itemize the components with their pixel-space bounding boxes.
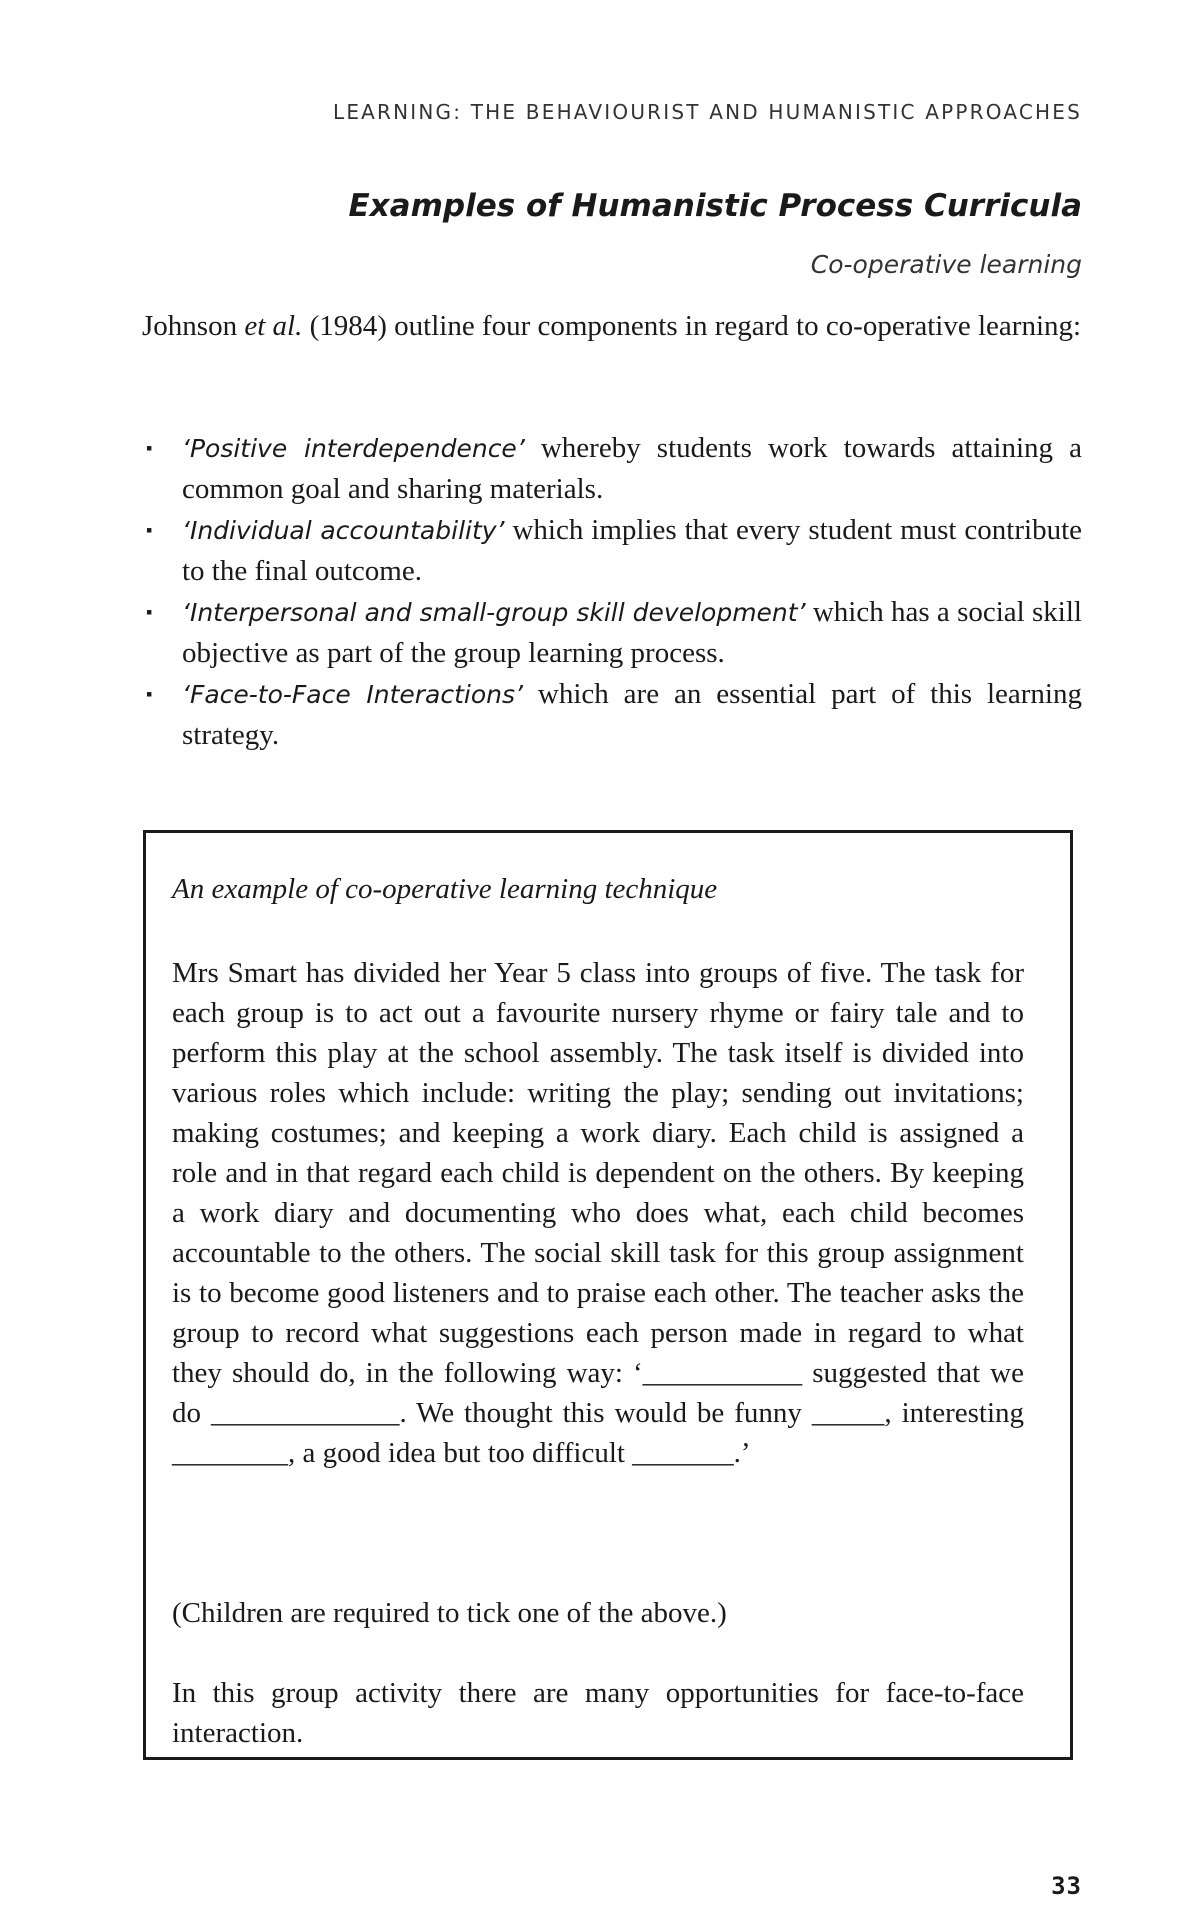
example-body: Mrs Smart has divided her Year 5 class into groups of five. The task for each group is to act out a favourite nursery rhyme or fairy tale and to perform this play at the school assembly. The task itself is divided into various roles which include: writing the play; sending out invitations; making costumes; and keeping a work diary. Each child is assigned a role and in that regard each child is dependent on the others. By keeping a work diary and documenting who does what, each child becomes accountable to the others. The social skill task for this group assignment is to become good listeners and to praise each other. The teacher asks the group to record what suggestions each person made in regard to what they should do, in the following way: ‘___________ suggested that we do _____________. We thought this would be funny _____, interesting ________, a good idea but too difficult _______.’ xyxy=(172,957,1024,1469)
example-note: (Children are required to tick one of the above.) xyxy=(172,1597,727,1629)
list-item-term: ‘Face-to-Face Interactions’ xyxy=(182,680,523,709)
section-title: Examples of Humanistic Process Curricula xyxy=(348,188,1082,224)
intro-author: Johnson xyxy=(142,310,245,342)
bullet-square-icon: ▪ xyxy=(146,684,153,704)
list-item-term: ‘Positive interdependence’ xyxy=(182,434,525,463)
bullet-square-icon: ▪ xyxy=(146,438,153,458)
bullet-square-icon: ▪ xyxy=(146,520,153,540)
page-number: 33 xyxy=(1051,1872,1082,1900)
list-item xyxy=(142,510,1082,591)
intro-rest: (1984) outline four components in regard to co-operative learning: xyxy=(302,310,1082,342)
example-closing: In this group activity there are many opportunities for face-to-face interaction. xyxy=(172,1677,1024,1749)
list-item-term: ‘Individual accountability’ xyxy=(182,516,505,545)
section-subtitle: Co-operative learning xyxy=(810,250,1082,279)
list-item-text: which has a social skill objective as part of the group learning process. xyxy=(182,596,1082,669)
list-item xyxy=(142,428,1082,509)
intro-paragraph xyxy=(142,306,1082,346)
list-item-term: ‘Interpersonal and small-group skill development’ xyxy=(182,598,806,627)
running-head: LEARNING: THE BEHAVIOURIST AND HUMANISTIC APPROACHES xyxy=(332,100,1082,124)
component-list xyxy=(142,428,1082,756)
intro-etal: et al. xyxy=(244,310,303,342)
list-item-text: which implies that every student must contribute to the final outcome. xyxy=(182,514,1082,587)
example-heading: An example of co-operative learning technique xyxy=(172,873,718,905)
list-item xyxy=(142,592,1082,673)
list-item xyxy=(142,674,1082,755)
bullet-square-icon: ▪ xyxy=(146,602,153,622)
list-item-text: which are an essential part of this learning strategy. xyxy=(182,678,1082,751)
example-box xyxy=(143,830,1073,1760)
list-item-text: whereby students work towards attaining a common goal and sharing materials. xyxy=(182,432,1082,505)
